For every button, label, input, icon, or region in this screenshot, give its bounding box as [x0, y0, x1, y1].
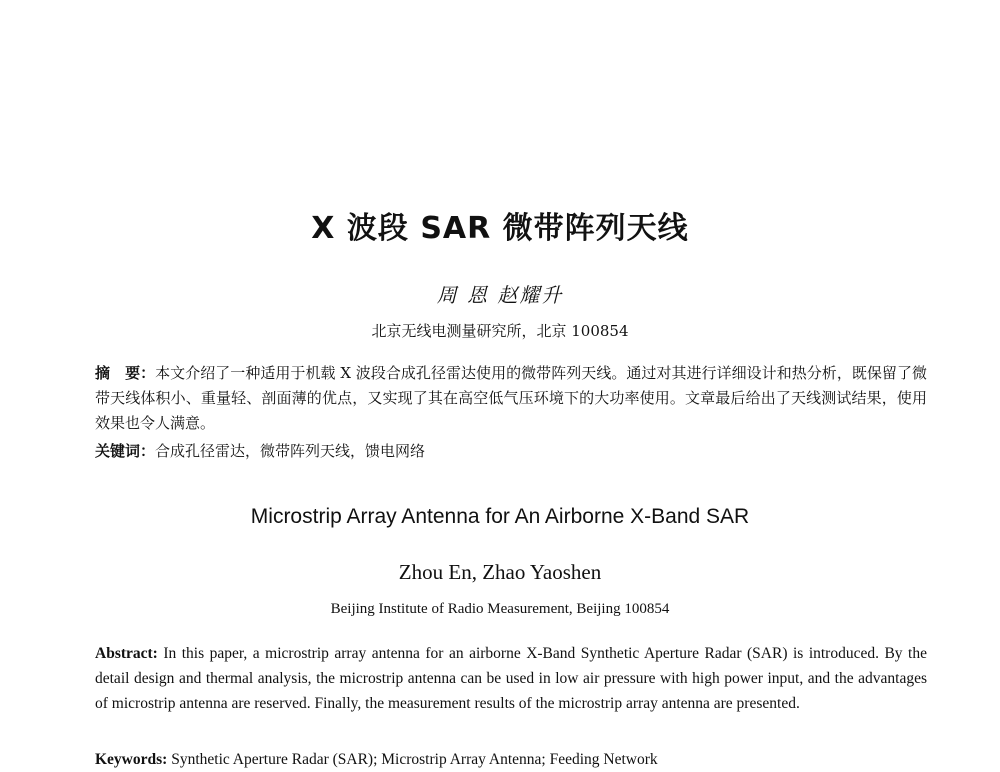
chinese-abstract — [95, 361, 927, 436]
english-abstract-label: Abstract: — [95, 645, 158, 662]
chinese-keywords-label: 关键词： — [95, 442, 156, 460]
english-abstract-text: In this paper, a microstrip array antenna for an airborne X-Band Synthetic Aperture Radar (SAR) is introduced. By the detail design and thermal analysis, the microstrip antenna can be used in low air pressure with high power input, and the advantages of microstrip antenna are reserved. Finally, the measurement results of the microstrip array antenna are presented. — [95, 645, 927, 712]
chinese-abstract-label: 摘 要： — [95, 364, 156, 382]
english-keywords-label: Keywords: — [95, 751, 168, 768]
chinese-keywords — [95, 439, 927, 464]
english-authors: Zhou En, Zhao Yaoshen — [398, 560, 602, 584]
english-affiliation: Beijing Institute of Radio Measurement, Beijing 100854 — [330, 601, 670, 617]
chinese-authors: 周 恩 赵耀升 — [436, 283, 564, 307]
chinese-keywords-text: 合成孔径雷达，微带阵列天线，馈电网络 — [155, 442, 426, 460]
english-keywords — [95, 747, 927, 772]
chinese-abstract-text: 本文介绍了一种适用于机载 X 波段合成孔径雷达使用的微带阵列天线。通过对其进行详细设计和热分析，既保留了微带天线体积小、重量轻、剖面薄的优点，又实现了其在高空低气压环境下的大功率使用。文章最后给出了天线测试结果，使用效果也令人满意。 — [95, 364, 927, 432]
english-title: Microstrip Array Antenna for An Airborne X-Band SAR — [250, 505, 750, 528]
english-keywords-text: Synthetic Aperture Radar (SAR); Microstrip Array Antenna; Feeding Network — [167, 751, 658, 768]
chinese-title: X 波段 SAR 微带阵列天线 — [311, 211, 689, 246]
chinese-affiliation: 北京无线电测量研究所，北京 100854 — [371, 322, 629, 340]
english-abstract — [95, 641, 927, 716]
